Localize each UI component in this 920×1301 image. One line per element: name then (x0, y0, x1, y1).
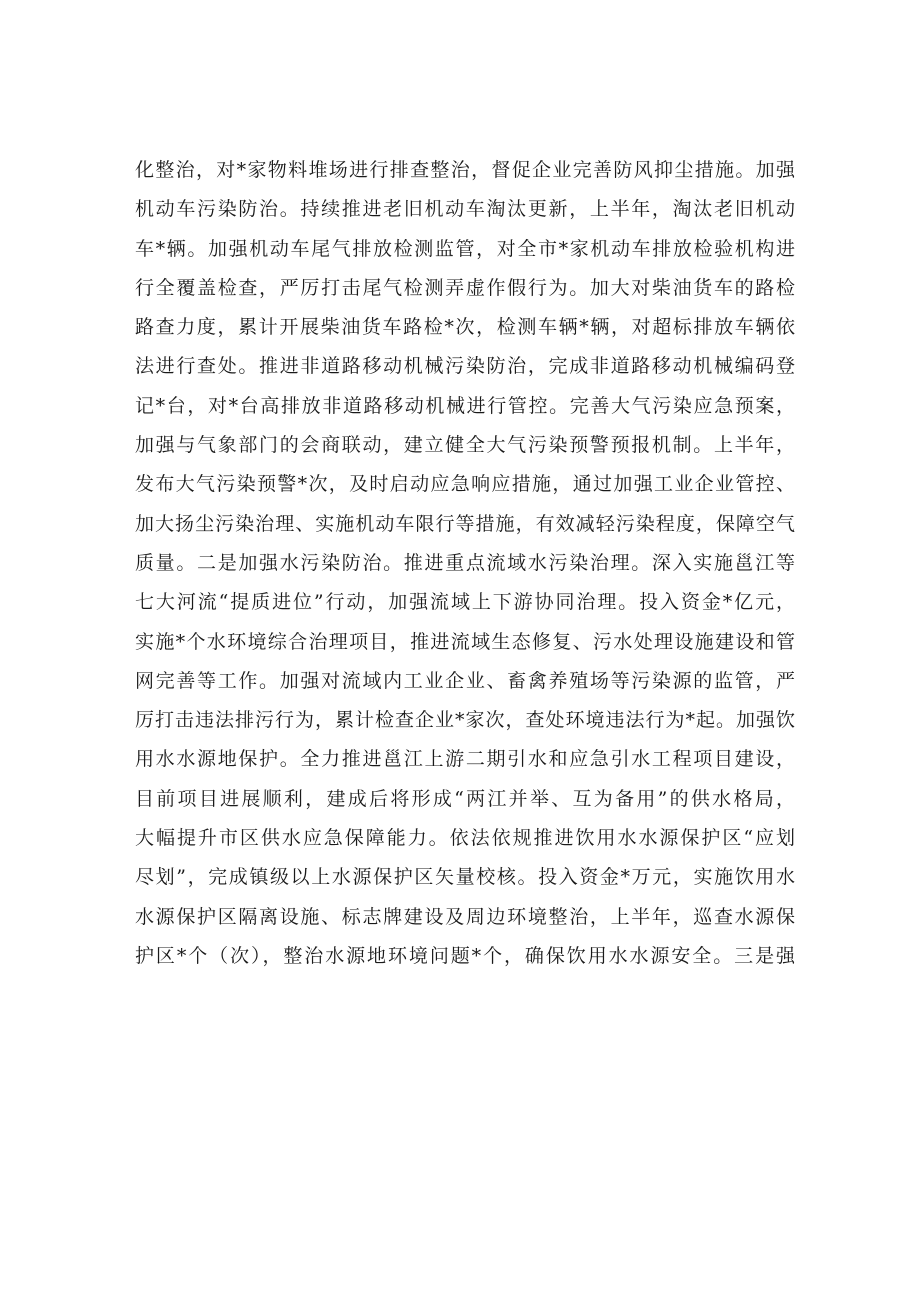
text-line: 尽划”，完成镇级以上水源保护区矢量校核。投入资金*万元，实施饮用水 (135, 866, 795, 889)
text-line: 车*辆。加强机动车尾气排放检测监管，对全市*家机动车排放检验机构进 (135, 237, 795, 260)
text-line: 目前项目进展顺利，建成后将形成“两江并举、互为备用”的供水格局， (135, 787, 795, 810)
text-line: 行全覆盖检查，严厉打击尾气检测弄虚作假行为。加大对柴油货车的路检 (135, 276, 795, 299)
text-line: 七大河流“提质进位”行动，加强流域上下游协同治理。投入资金*亿元， (135, 591, 795, 614)
text-line: 厉打击违法排污行为，累计检查企业*家次，查处环境违法行为*起。加强饮 (135, 709, 795, 732)
text-line: 化整治，对*家物料堆场进行排查整治，督促企业完善防风抑尘措施。加强 (135, 159, 795, 181)
text-line: 记*台，对*台高排放非道路移动机械进行管控。完善大气污染应急预案， (135, 394, 795, 417)
body-paragraph (135, 151, 795, 976)
text-line: 实施*个水环境综合治理项目，推进流域生态修复、污水处理设施建设和管 (135, 630, 795, 653)
text-line: 质量。二是加强水污染防治。推进重点流域水污染治理。深入实施邕江等 (135, 551, 795, 574)
text-line: 水源保护区隔离设施、标志牌建设及周边环境整治，上半年，巡查水源保 (135, 905, 795, 928)
text-line: 用水水源地保护。全力推进邕江上游二期引水和应急引水工程项目建设， (135, 748, 795, 771)
text-line: 加强与气象部门的会商联动，建立健全大气污染预警预报机制。上半年， (135, 434, 795, 457)
text-line: 路查力度，累计开展柴油货车路检*次，检测车辆*辆，对超标排放车辆依 (135, 316, 795, 339)
text-line: 机动车污染防治。持续推进老旧机动车淘汰更新，上半年，淘汰老旧机动 (135, 198, 795, 221)
text-line: 发布大气污染预警*次，及时启动应急响应措施，通过加强工业企业管控、 (135, 473, 795, 496)
text-line: 大幅提升市区供水应急保障能力。依法依规推进饮用水水源保护区“应划 (135, 827, 795, 850)
text-line: 加大扬尘污染治理、实施机动车限行等措施，有效减轻污染程度，保障空气 (135, 512, 795, 535)
text-line: 法进行查处。推进非道路移动机械污染防治，完成非道路移动机械编码登 (135, 355, 795, 378)
text-line: 网完善等工作。加强对流域内工业企业、畜禽养殖场等污染源的监管，严 (135, 669, 795, 692)
text-line: 护区*个（次），整治水源地环境问题*个，确保饮用水水源安全。三是强 (135, 944, 795, 967)
